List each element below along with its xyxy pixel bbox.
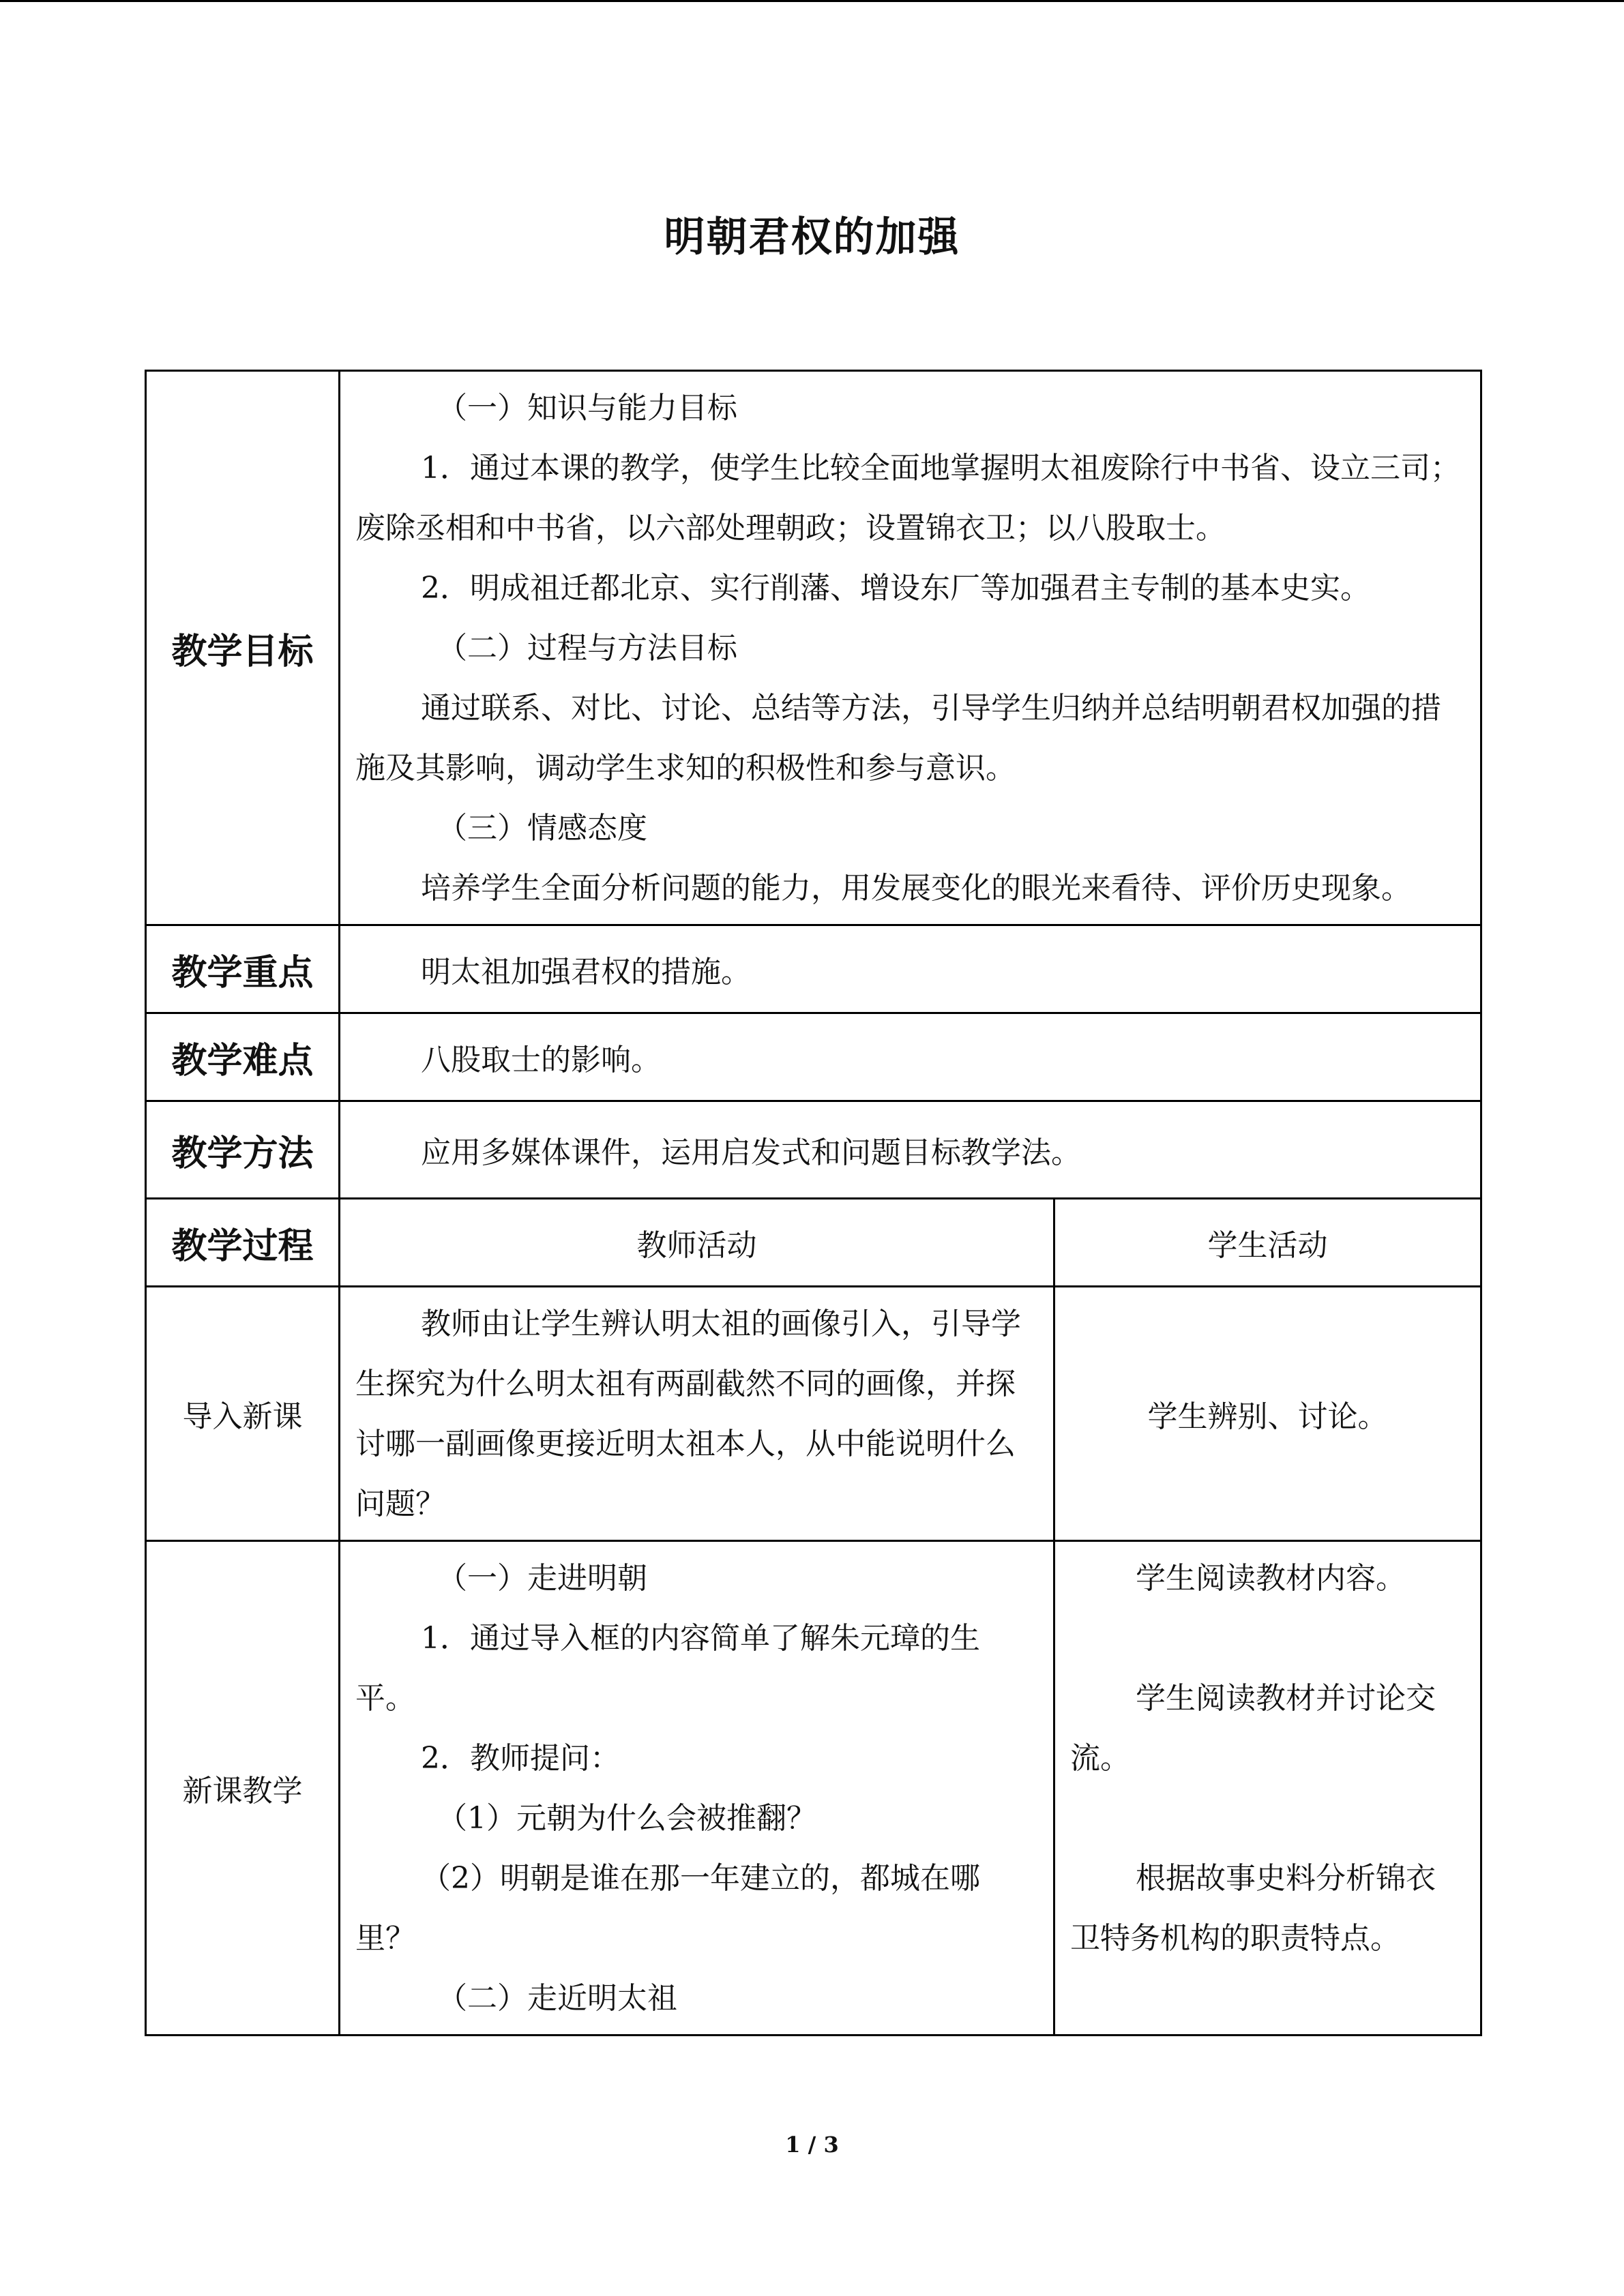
new-lesson-label: 新课教学 [146,1541,340,2036]
page-number: 1 / 3 [785,2132,839,2158]
new-lesson-teacher-cell [340,1541,1054,2036]
intro-row [146,1287,1481,1541]
objectives-content [340,371,1481,925]
objectives-line: 2．明成祖迁都北京、实行削藩、增设东厂等加强君主专制的基本史实。 [421,571,1370,606]
key-point-text: 明太祖加强君权的措施。 [340,925,1481,1013]
process-label: 教学过程 [146,1199,340,1287]
key-point-row [146,925,1481,1013]
method-text: 应用多媒体课件，运用启发式和问题目标教学法。 [340,1101,1481,1199]
top-border [0,0,1624,2]
objectives-row [146,371,1481,925]
page-title: 明朝君权的加强 [664,213,960,261]
objectives-line: 培养学生全面分析问题的能力，用发展变化的眼光来看待、评价历史现象。 [421,871,1411,906]
new-lesson-student-line: 学生阅读教材内容。 [1136,1561,1406,1596]
objectives-line: （三）情感态度 [437,811,647,846]
objectives-label: 教学目标 [146,371,340,925]
method-row [146,1101,1481,1199]
objectives-line: （二）过程与方法目标 [437,631,737,666]
new-lesson-student-line: 学生阅读教材并讨论交流。 [1070,1681,1436,1776]
new-lesson-teacher-line: 2．教师提问： [421,1741,620,1776]
new-lesson-teacher-line: （2）明朝是谁在那一年建立的，都城在哪里？ [355,1861,980,1956]
teacher-activity-header: 教师活动 [340,1199,1054,1287]
objectives-line: 1．通过本课的教学，使学生比较全面地掌握明太祖废除行中书省、设立三司；废除丞相和中书省，以六部处理朝政；设置锦衣卫；以八股取士。 [355,451,1460,546]
intro-teacher-cell [340,1287,1054,1541]
new-lesson-teacher-line: （二）走近明太祖 [437,1981,677,2016]
objectives-line: 通过联系、对比、讨论、总结等方法，引导学生归纳并总结明朝君权加强的措施及其影响，调动学生求知的积极性和参与意识。 [355,691,1441,786]
student-activity-header: 学生活动 [1054,1199,1481,1287]
lesson-plan-table [145,370,1482,2036]
intro-student-text: 学生辨别、讨论。 [1054,1287,1481,1541]
new-lesson-row [146,1541,1481,2036]
difficulty-row [146,1013,1481,1101]
difficulty-text: 八股取士的影响。 [340,1013,1481,1101]
intro-label: 导入新课 [146,1287,340,1541]
new-lesson-teacher-line: 1．通过导入框的内容简单了解朱元璋的生平。 [355,1621,980,1716]
process-row [146,1199,1481,1287]
key-point-label: 教学重点 [146,925,340,1013]
intro-teacher-text: 教师由让学生辨认明太祖的画像引入，引导学生探究为什么明太祖有两副截然不同的画像，并探讨哪一副画像更接近明太祖本人，从中能说明什么问题？ [355,1307,1021,1521]
difficulty-label: 教学难点 [146,1013,340,1101]
new-lesson-student-cell [1054,1541,1481,2036]
method-label: 教学方法 [146,1101,340,1199]
new-lesson-teacher-line: （1）元朝为什么会被推翻？ [437,1801,816,1836]
objectives-line: （一）知识与能力目标 [437,391,737,426]
new-lesson-student-line: 根据故事史料分析锦衣卫特务机构的职责特点。 [1070,1861,1436,1956]
new-lesson-teacher-line: （一）走进明朝 [437,1561,647,1596]
